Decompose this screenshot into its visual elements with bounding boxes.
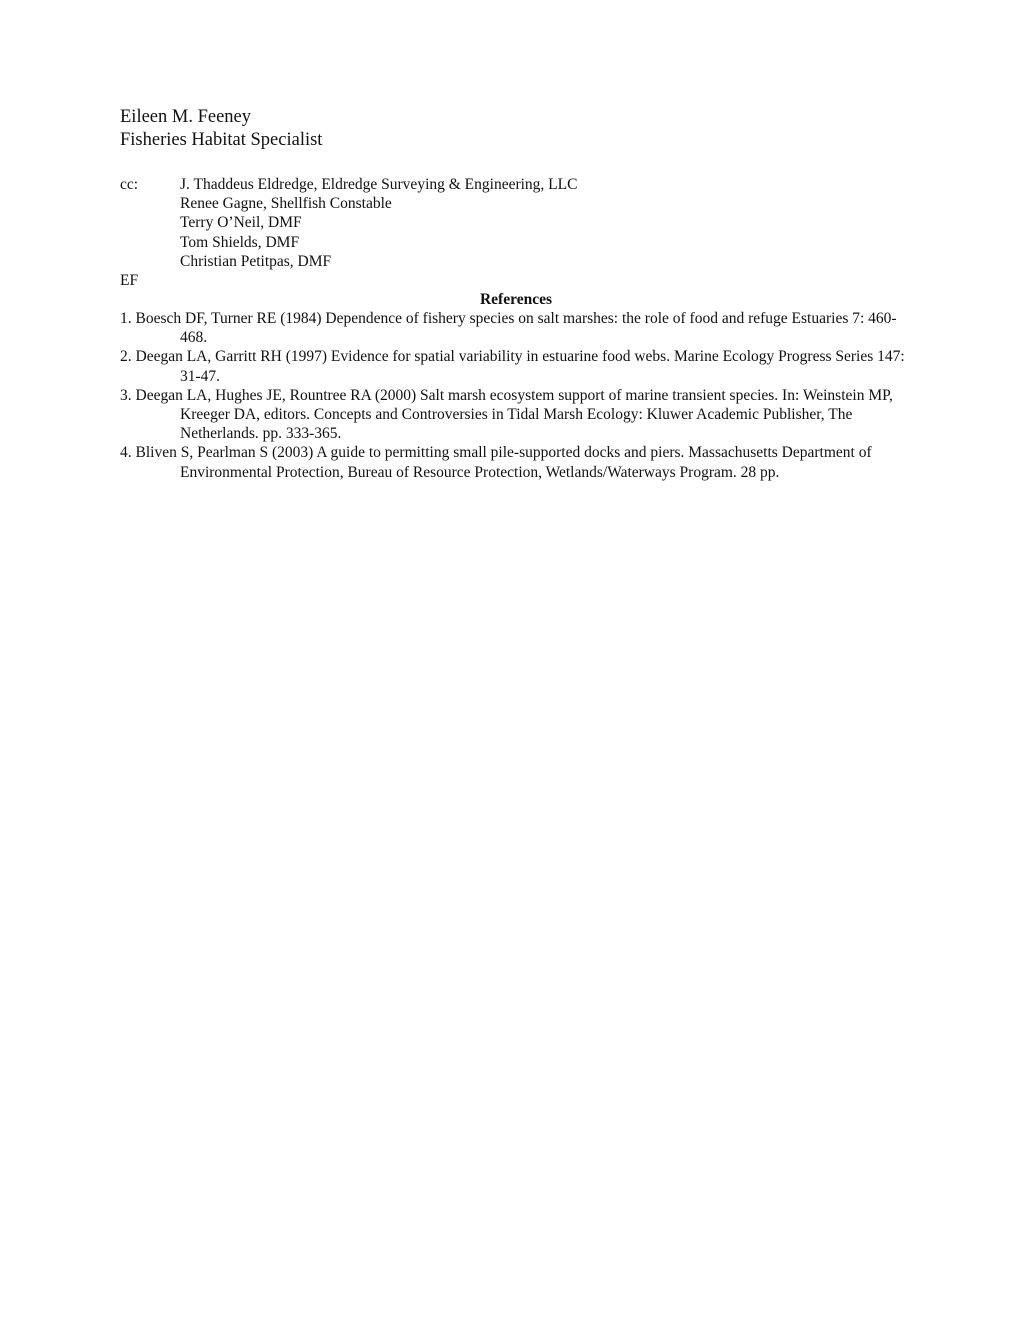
cc-recipient: Tom Shields, DMF [180, 233, 300, 251]
cc-row [120, 194, 577, 213]
cc-row [120, 233, 577, 252]
cc-row [120, 252, 577, 271]
reference-item: 2. Deegan LA, Garritt RH (1997) Evidence for spatial variability in estuarine food webs. Marine Ecology Progress Series 147: 31-47. [120, 348, 905, 385]
cc-recipient: Renee Gagne, Shellfish Constable [180, 195, 392, 213]
cc-recipient: Terry O’Neil, DMF [180, 214, 302, 232]
cc-list [120, 175, 577, 271]
reference-item: 1. Boesch DF, Turner RE (1984) Dependence of fishery species on salt marshes: the role of food and refuge Estuaries 7: 460-468. [120, 310, 897, 347]
cc-recipient: J. Thaddeus Eldredge, Eldredge Surveying & Engineering, LLC [180, 176, 578, 193]
references-list [120, 309, 912, 482]
references-heading: References [479, 291, 552, 308]
reference-item: 4. Bliven S, Pearlman S (2003) A guide to permitting small pile-supported docks and piers. Massachusetts Department of Environmental Protection, Bureau of Resource Protection, Wetlands/Waterways Program. 28 pp. [120, 444, 872, 481]
cc-label: cc: [120, 176, 139, 193]
signature-block [120, 106, 322, 152]
signatory-name: Eileen M. Feeney [120, 107, 251, 127]
cc-row [120, 213, 577, 232]
reference-item: 3. Deegan LA, Hughes JE, Rountree RA (2000) Salt marsh ecosystem support of marine transient species. In: Weinstein MP, Kreeger DA, editors. Concepts and Controversies in Tidal Marsh Ecology: Kluwer Academic Publisher, The Netherlands. pp. 333-365. [120, 386, 893, 443]
cc-recipient: Christian Petitpas, DMF [180, 252, 332, 270]
signatory-title: Fisheries Habitat Specialist [120, 130, 323, 150]
author-initials: EF [120, 272, 139, 289]
cc-row [120, 175, 577, 194]
